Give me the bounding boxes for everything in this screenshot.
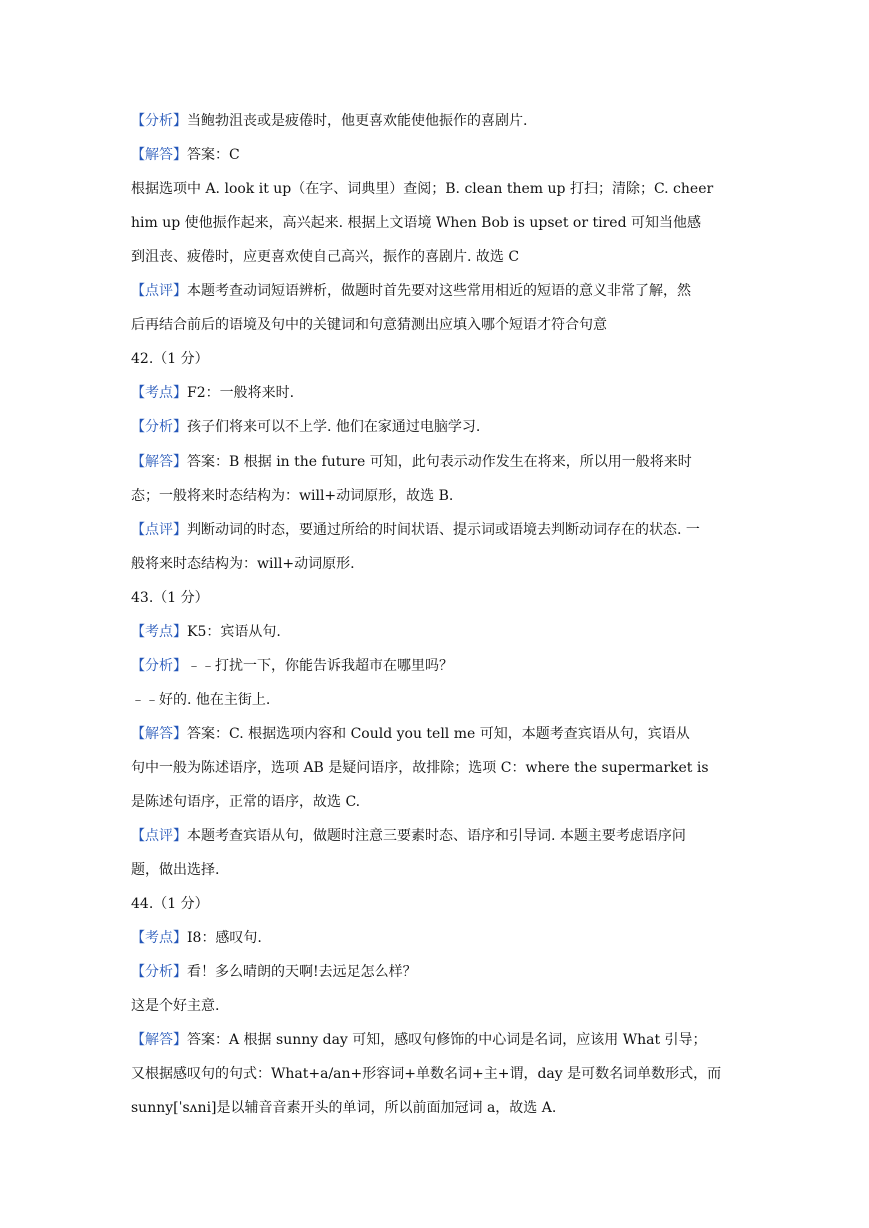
section-tag-point: 【考点】 [131, 930, 187, 946]
section-tag-comment: 【点评】 [131, 828, 187, 844]
text-line [131, 1064, 741, 1084]
line-text: 42.（1 分） [131, 351, 209, 367]
section-tag-answer: 【解答】 [131, 454, 187, 470]
text-line [131, 588, 741, 608]
line-text: 判断动词的时态，要通过所给的时间状语、提示词或语境去判断动词存在的状态. 一 [187, 522, 700, 538]
text-line [131, 860, 741, 880]
line-text: 这是个好主意. [131, 998, 220, 1014]
text-line [131, 349, 741, 369]
line-text: F2：一般将来时. [187, 385, 295, 401]
section-tag-point: 【考点】 [131, 385, 187, 401]
text-line [131, 486, 741, 506]
line-text: K5：宾语从句. [187, 624, 281, 640]
line-text: 句中一般为陈述语序，选项 AB 是疑问语序，故排除；选项 C：where the supermarket is [131, 760, 709, 776]
text-line [131, 383, 741, 403]
line-text: I8：感叹句. [187, 930, 262, 946]
line-text: ﹣﹣打扰一下，你能告诉我超市在哪里吗？ [187, 658, 453, 674]
text-line [131, 179, 741, 199]
line-text: 又根据感叹句的句式：What+a/an+形容词+单数名词+主+谓，day 是可数名词单数形式，而 [131, 1066, 722, 1082]
line-text: 孩子们将来可以不上学. 他们在家通过电脑学习. [187, 419, 481, 435]
line-text: him up 使他振作起来，高兴起来. 根据上文语境 When Bob is upset or tired 可知当他感 [131, 215, 701, 231]
text-line [131, 247, 741, 267]
line-text: 看！多么晴朗的天啊!去远足怎么样？ [187, 964, 417, 980]
line-text: 本题考查宾语从句，做题时注意三要素时态、语序和引导词. 本题主要考虑语序问 [187, 828, 686, 844]
line-text: 般将来时态结构为：will+动词原形. [131, 556, 355, 572]
section-tag-comment: 【点评】 [131, 522, 187, 538]
text-line [131, 690, 741, 710]
section-tag-analysis: 【分析】 [131, 658, 187, 674]
text-line [131, 792, 741, 812]
text-line [131, 928, 741, 948]
section-tag-answer: 【解答】 [131, 726, 187, 742]
text-line [131, 111, 741, 131]
line-text: 当鲍勃沮丧或是疲倦时，他更喜欢能使他振作的喜剧片. [187, 113, 528, 129]
text-line [131, 826, 741, 846]
text-line [131, 622, 741, 642]
text-line [131, 554, 741, 574]
line-text: 是陈述句语序，正常的语序，故选 C. [131, 794, 361, 810]
line-text: 答案：B 根据 in the future 可知，此句表示动作发生在将来，所以用一般将来时 [187, 454, 692, 470]
line-text: 44.（1 分） [131, 896, 209, 912]
line-text: 根据选项中 A. look it up（在字、词典里）查阅；B. clean them up 打扫；清除；C. cheer [131, 181, 714, 197]
section-tag-answer: 【解答】 [131, 1032, 187, 1048]
section-tag-answer: 【解答】 [131, 147, 187, 163]
text-line [131, 1030, 741, 1050]
line-text: 答案：C. 根据选项内容和 Could you tell me 可知，本题考查宾语从句，宾语从 [187, 726, 690, 742]
line-text: sunny[ˈsʌni]是以辅音音素开头的单词，所以前面加冠词 a，故选 A. [131, 1100, 557, 1116]
text-line [131, 213, 741, 233]
text-line [131, 145, 741, 165]
text-line [131, 962, 741, 982]
line-text: 答案：A 根据 sunny day 可知，感叹句修饰的中心词是名词，应该用 What 引导； [187, 1032, 707, 1048]
section-tag-point: 【考点】 [131, 624, 187, 640]
line-text: 态；一般将来时态结构为：will+动词原形，故选 B. [131, 488, 454, 504]
text-line [131, 758, 741, 778]
text-line [131, 520, 741, 540]
text-line [131, 281, 741, 301]
text-line [131, 1098, 741, 1118]
text-line [131, 656, 741, 676]
text-line [131, 315, 741, 335]
text-line [131, 452, 741, 472]
text-line [131, 724, 741, 744]
section-tag-comment: 【点评】 [131, 283, 187, 299]
section-tag-analysis: 【分析】 [131, 419, 187, 435]
line-text: 答案：C [187, 147, 240, 163]
line-text: 后再结合前后的语境及句中的关键词和句意猜测出应填入哪个短语才符合句意 [131, 317, 607, 333]
text-line [131, 894, 741, 914]
line-text: 题，做出选择. [131, 862, 220, 878]
line-text: 本题考查动词短语辨析，做题时首先要对这些常用相近的短语的意义非常了解，然 [187, 283, 691, 299]
line-text: 到沮丧、疲倦时，应更喜欢使自己高兴，振作的喜剧片. 故选 C [131, 249, 520, 265]
line-text: 43.（1 分） [131, 590, 209, 606]
line-text: ﹣﹣好的. 他在主街上. [131, 692, 271, 708]
section-tag-analysis: 【分析】 [131, 964, 187, 980]
text-line [131, 996, 741, 1016]
section-tag-analysis: 【分析】 [131, 113, 187, 129]
text-line [131, 417, 741, 437]
